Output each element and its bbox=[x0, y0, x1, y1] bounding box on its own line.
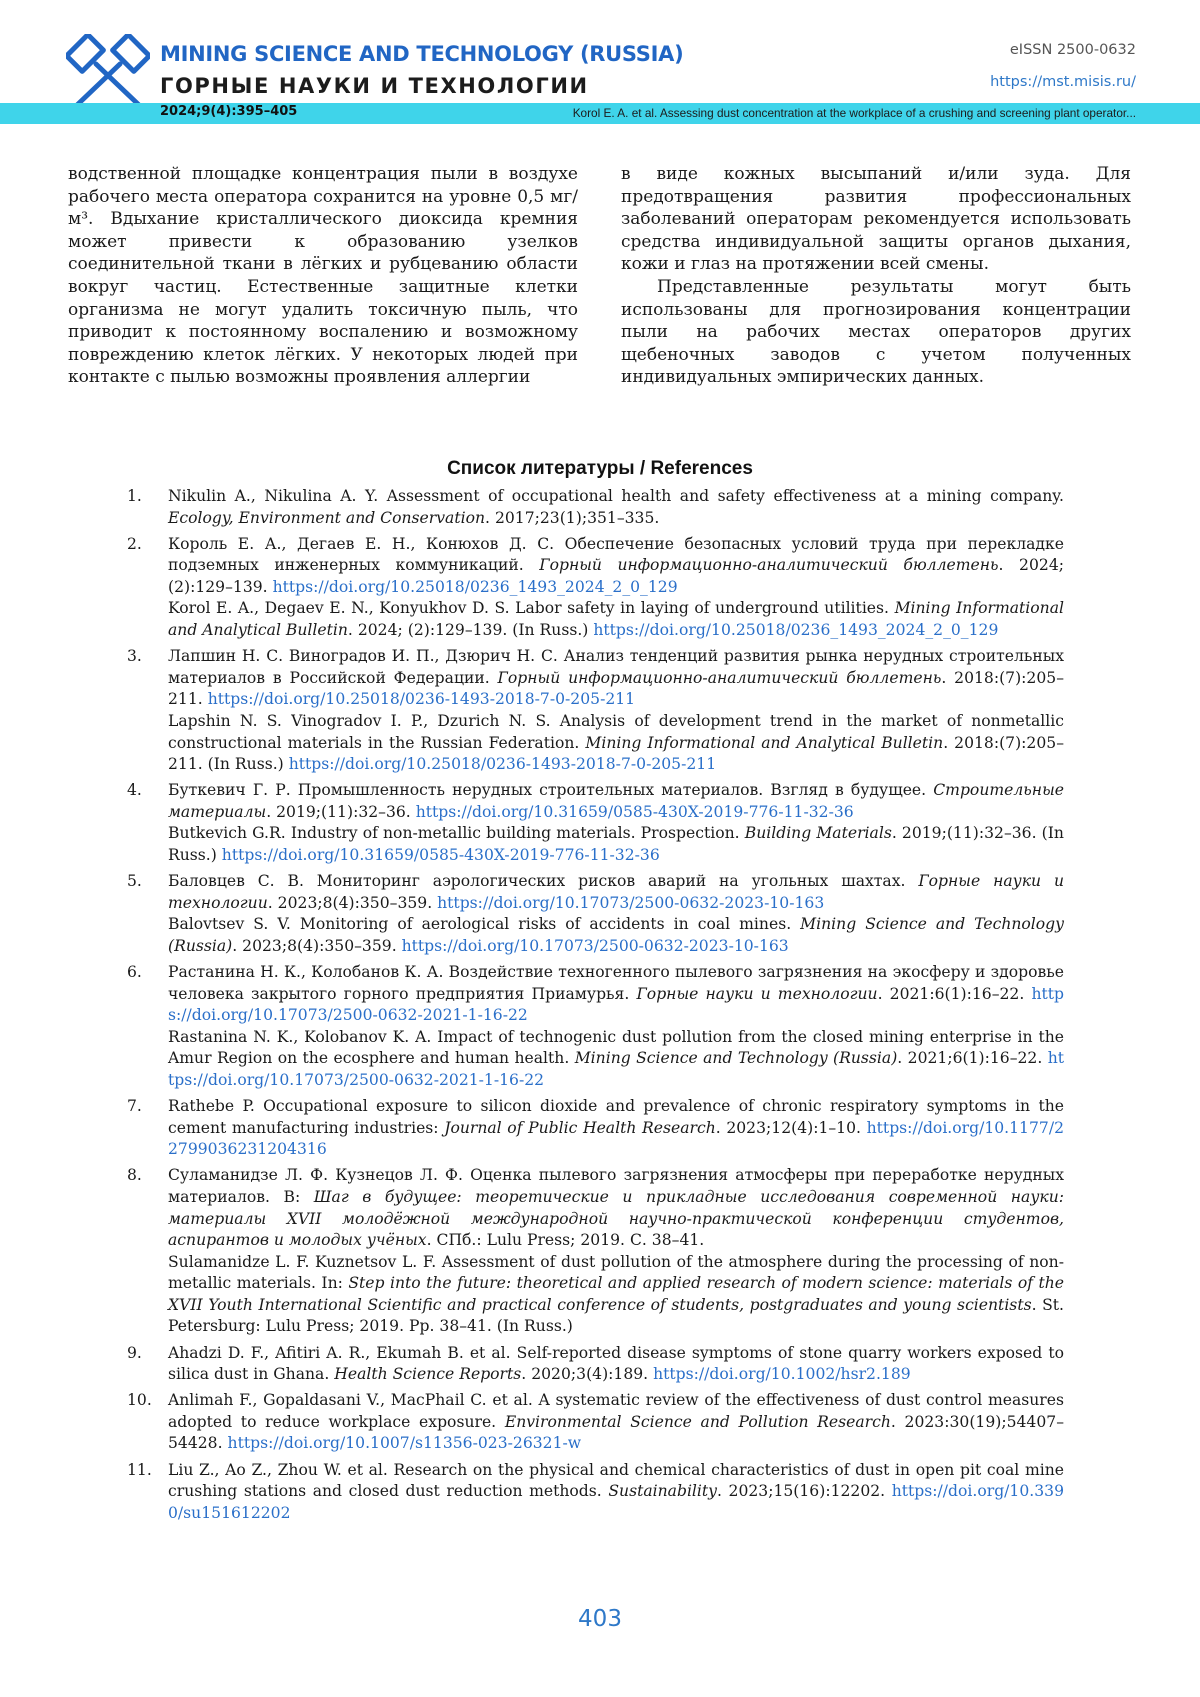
reference-authors-title: Баловцев С. В. Мониторинг аэрологических рисков аварий на угольных шахтах. bbox=[168, 872, 919, 891]
journal-title-en: MINING SCIENCE AND TECHNOLOGY (RUSSIA) bbox=[160, 42, 684, 66]
reference-number: 11. bbox=[127, 1460, 152, 1479]
reference-authors-title: Balovtsev S. V. Monitoring of aerological risks of accidents in coal mines. bbox=[168, 915, 801, 934]
reference-entry-translation bbox=[168, 1252, 1064, 1338]
reference-number: 9. bbox=[127, 1343, 142, 1362]
reference-details: . 2019;(11):32–36. bbox=[266, 802, 416, 821]
reference-doi-link[interactable]: https://doi.org/10.31659/0585-430X-2019-776-11-32-36 bbox=[415, 802, 854, 821]
reference-authors-title: Rathebe P. Occupational exposure to silicon dioxide and prevalence of chronic respiratory symptoms in the cement manufacturing industries: bbox=[168, 1097, 1064, 1137]
reference-number: 3. bbox=[127, 647, 142, 666]
reference-entry-original bbox=[168, 780, 1064, 823]
reference-source: Health Science Reports bbox=[334, 1365, 522, 1384]
page-number: 403 bbox=[578, 1606, 622, 1632]
reference-details: . 2023:30(19);54407–54428. bbox=[168, 1412, 1064, 1453]
reference-doi-link[interactable]: https://doi.org/10.25018/0236-1493-2018-7-0-205-211 bbox=[207, 690, 636, 709]
reference-details: . 2018:(7):205–211. bbox=[168, 668, 1064, 709]
reference-details: . 2023;8(4):350–359. bbox=[232, 936, 402, 955]
reference-entry-original bbox=[168, 1390, 1064, 1455]
reference-entry-original bbox=[168, 962, 1064, 1027]
reference-entry-original bbox=[168, 871, 1064, 914]
reference-number: 7. bbox=[127, 1097, 142, 1116]
reference-source: Горные науки и технологии bbox=[168, 872, 1065, 912]
reference-item bbox=[127, 646, 1064, 776]
reference-entry-translation bbox=[168, 598, 1064, 641]
reference-source: Mining Science and Technology (Russia) bbox=[574, 1049, 898, 1068]
reference-item bbox=[127, 1165, 1064, 1338]
reference-authors-title: Суламанидзе Л. Ф. Кузнецов Л. Ф. Оценка пылевого загрязнения атмосферы при переработке нерудных материалов. В: bbox=[168, 1166, 1064, 1206]
reference-authors-title: Растанина Н. К., Колобанов К. А. Воздействие техногенного пылевого загрязнения на экосферу и здоровье человека закрытого горного предприятия Приамурья. bbox=[168, 962, 1064, 1003]
reference-authors-title: Ahadzi D. F., Afitiri A. R., Ekumah B. et al. Self-reported disease symptoms of stone quarry workers exposed to silica dust in Ghana. bbox=[168, 1343, 1064, 1384]
body-paragraph: в виде кожных высыпаний и/или зуда. Для предотвращения развития профессиональных заболеваний операторам рекомендуется использовать средства индивидуальной защиты органов дыхания, кожи и глаз на протяжении всей смены. bbox=[621, 164, 1131, 275]
reference-entry-original bbox=[168, 534, 1064, 599]
reference-entry-original bbox=[168, 1460, 1064, 1525]
reference-authors-title: Король Е. А., Дегаев Е. Н., Конюхов Д. С. Обеспечение безопасных условий труда при перекладке подземных инженерных коммуникаций. bbox=[168, 534, 1064, 575]
reference-item bbox=[127, 962, 1064, 1092]
reference-source: Step into the future: theoretical and applied research of modern science: materials of the XVII Youth International Scientific and practical conference of students, postgraduates and young scientists bbox=[168, 1274, 1064, 1314]
reference-authors-title: Rastanina N. K., Kolobanov K. A. Impact of technogenic dust pollution from the closed mining enterprise in the Amur Region on the ecosphere and human health. bbox=[168, 1027, 1064, 1068]
reference-authors-title: Лапшин Н. С. Виноградов И. П., Дзюрич Н. С. Анализ тенденций развития рынка нерудных строительных материалов в Российской Федерации. bbox=[168, 647, 1064, 687]
reference-entry-translation bbox=[168, 823, 1064, 866]
reference-source: Mining Informational and Analytical Bulletin bbox=[585, 733, 944, 752]
journal-site-link[interactable]: https://mst.misis.ru/ bbox=[990, 74, 1136, 90]
reference-details: . 2023;15(16):12202. bbox=[716, 1482, 892, 1501]
reference-doi-link[interactable]: https://doi.org/10.17073/2500-0632-2023-10-163 bbox=[401, 936, 789, 955]
reference-details: . 2020;3(4):189. bbox=[521, 1365, 654, 1384]
reference-source: Journal of Public Health Research bbox=[444, 1118, 716, 1137]
reference-number: 1. bbox=[127, 487, 142, 505]
reference-source: Строительные материалы bbox=[168, 781, 1064, 821]
reference-details: . 2023;12(4):1–10. bbox=[715, 1118, 867, 1137]
reference-source: Mining Informational and Analytical Bulletin bbox=[168, 599, 1065, 640]
reference-number: 6. bbox=[127, 962, 142, 981]
reference-doi-link[interactable]: https://doi.org/10.25018/0236-1493-2018-7-0-205-211 bbox=[288, 755, 717, 774]
reference-item bbox=[127, 1096, 1064, 1161]
reference-item bbox=[127, 486, 1064, 529]
reference-number: 8. bbox=[127, 1166, 142, 1185]
reference-entry-original bbox=[168, 1343, 1064, 1386]
crossed-hammers-logo-icon bbox=[66, 34, 150, 112]
journal-title-ru: ГОРНЫЕ НАУКИ И ТЕХНОЛОГИИ bbox=[160, 74, 589, 98]
reference-item bbox=[127, 534, 1064, 642]
reference-list bbox=[127, 486, 1064, 1529]
reference-doi-link[interactable]: https://doi.org/10.17073/2500-0632-2021-1-16-22 bbox=[168, 1049, 1064, 1089]
reference-authors-title: Lapshin N. S. Vinogradov I. P., Dzurich N. S. Analysis of development trend in the market of nonmetallic constructional materials in the Russian Federation. bbox=[168, 711, 1064, 752]
reference-entry-original bbox=[168, 1165, 1064, 1251]
reference-source: Шаг в будущее: теоретические и прикладные исследования современной науки: материалы XVII молодёжной международной научно-практической конференции студентов, аспирантов и молодых учёных bbox=[168, 1187, 1064, 1250]
reference-source: Горный информационно-аналитический бюллетень bbox=[539, 556, 999, 575]
reference-item bbox=[127, 1343, 1064, 1386]
reference-doi-link[interactable]: https://doi.org/10.1007/s11356-023-26321-w bbox=[227, 1434, 582, 1453]
body-paragraph: водственной площадке концентрация пыли в воздухе рабочего места оператора сохранится на уровне 0,5 мг/м³. Вдыхание кристаллического диоксида кремния может привести к образованию узелков соединительной ткани в лёгких и рубцеванию области вокруг частиц. Естественные защитные клетки организма не могут удалить токсичную пыль, что приводит к постоянному воспалению и возможному повреждению клеток лёгких. У некоторых людей при контакте с пылью возможны проявления аллергии bbox=[68, 164, 578, 388]
issue-citation: 2024;9(4):395–405 bbox=[160, 104, 298, 119]
reference-source: Sustainability bbox=[608, 1482, 717, 1501]
reference-doi-link[interactable]: https://doi.org/10.1002/hsr2.189 bbox=[653, 1365, 911, 1384]
reference-authors-title: Korol E. A., Degaev E. N., Konyukhov D. S. Labor safety in laying of underground utilities. bbox=[168, 599, 895, 618]
reference-authors-title: Nikulin A., Nikulina A. Y. Assessment of occupational health and safety effectiveness at a mining company. bbox=[168, 487, 1064, 505]
reference-details: . СПб.: Lulu Press; 2019. С. 38–41. bbox=[426, 1231, 705, 1250]
reference-item bbox=[127, 871, 1064, 957]
reference-details: . 2018:(7):205–211. (In Russ.) bbox=[168, 733, 1064, 774]
reference-source: Environmental Science and Pollution Research bbox=[504, 1412, 891, 1431]
reference-details: . 2021:6(1):16–22. bbox=[877, 984, 1032, 1003]
reference-number: 10. bbox=[127, 1391, 152, 1410]
page-header bbox=[0, 0, 1200, 130]
reference-source: Ecology, Environment and Conservation bbox=[168, 508, 486, 527]
reference-source: Горные науки и технологии bbox=[636, 984, 878, 1003]
reference-entry-translation bbox=[168, 1027, 1064, 1092]
reference-source: Building Materials bbox=[744, 824, 892, 843]
body-column-right bbox=[621, 163, 1131, 389]
reference-authors-title: Sulamanidze L. F. Kuznetsov L. F. Assessment of dust pollution of the atmosphere during the processing of non-metallic materials. In: bbox=[168, 1252, 1064, 1293]
reference-source: Mining Science and Technology (Russia) bbox=[168, 915, 1064, 955]
reference-number: 2. bbox=[127, 534, 142, 553]
body-paragraph: Представленные результаты могут быть использованы для прогнозирования концентрации пыли на рабочих местах операторов других щебеночных заводов с учетом полученных индивидуальных эмпирических данных. bbox=[621, 276, 1131, 388]
reference-doi-link[interactable]: https://doi.org/10.25018/0236_1493_2024_2_0_129 bbox=[272, 577, 678, 596]
reference-source: Горный информационно-аналитический бюллетень bbox=[497, 668, 942, 687]
reference-number: 4. bbox=[127, 781, 142, 800]
references-heading: Список литературы / References bbox=[447, 458, 753, 479]
reference-authors-title: Liu Z., Ao Z., Zhou W. et al. Research on the physical and chemical characteristics of dust in open pit coal mine crushing stations and closed dust reduction methods. bbox=[168, 1460, 1064, 1501]
reference-authors-title: Anlimah F., Gopaldasani V., MacPhail C. et al. A systematic review of the effectiveness of dust control measures adopted to reduce workplace exposure. bbox=[168, 1391, 1064, 1431]
reference-doi-link[interactable]: https://doi.org/10.31659/0585-430X-2019-776-11-32-36 bbox=[221, 846, 660, 864]
reference-doi-link[interactable]: https://doi.org/10.17073/2500-0632-2023-10-163 bbox=[437, 893, 825, 912]
reference-details: . 2024; (2):129–139. (In Russ.) bbox=[347, 621, 594, 640]
reference-entry-original bbox=[168, 1096, 1064, 1161]
reference-details: . St. Petersburg: Lulu Press; 2019. Pp. 38–41. (In Russ.) bbox=[168, 1295, 1065, 1336]
reference-entry-translation bbox=[168, 914, 1064, 957]
reference-details: . 2024;(2):129–139. bbox=[168, 556, 1064, 596]
reference-details: . 2017;23(1);351–335. bbox=[485, 508, 660, 527]
body-column-left bbox=[68, 163, 578, 389]
reference-details: . 2021;6(1):16–22. bbox=[897, 1049, 1048, 1068]
reference-authors-title: Буткевич Г. Р. Промышленность нерудных строительных материалов. Взгляд в будущее. bbox=[168, 781, 934, 800]
reference-entry-original bbox=[168, 646, 1064, 711]
reference-number: 5. bbox=[127, 872, 142, 891]
reference-item bbox=[127, 780, 1064, 866]
running-head: Korol E. A. et al. Assessing dust concentration at the workplace of a crushing and screening plant operator... bbox=[572, 106, 1136, 120]
reference-details: . 2023;8(4):350–359. bbox=[267, 893, 438, 912]
reference-entry-original bbox=[168, 486, 1064, 529]
reference-item bbox=[127, 1460, 1064, 1525]
reference-entry-translation bbox=[168, 711, 1064, 776]
eissn: eISSN 2500-0632 bbox=[1009, 42, 1136, 58]
reference-doi-link[interactable]: https://doi.org/10.17073/2500-0632-2021-1-16-22 bbox=[168, 984, 1064, 1025]
reference-doi-link[interactable]: https://doi.org/10.3390/su151612202 bbox=[168, 1482, 1064, 1522]
reference-item bbox=[127, 1390, 1064, 1455]
reference-doi-link[interactable]: https://doi.org/10.25018/0236_1493_2024_2_0_129 bbox=[593, 621, 999, 640]
reference-details: . 2019;(11):32–36. (In Russ.) bbox=[168, 824, 1064, 864]
reference-authors-title: Butkevich G.R. Industry of non-metallic building materials. Prospection. bbox=[168, 824, 745, 843]
reference-doi-link[interactable]: https://doi.org/10.1177/22799036231204316 bbox=[168, 1118, 1064, 1159]
